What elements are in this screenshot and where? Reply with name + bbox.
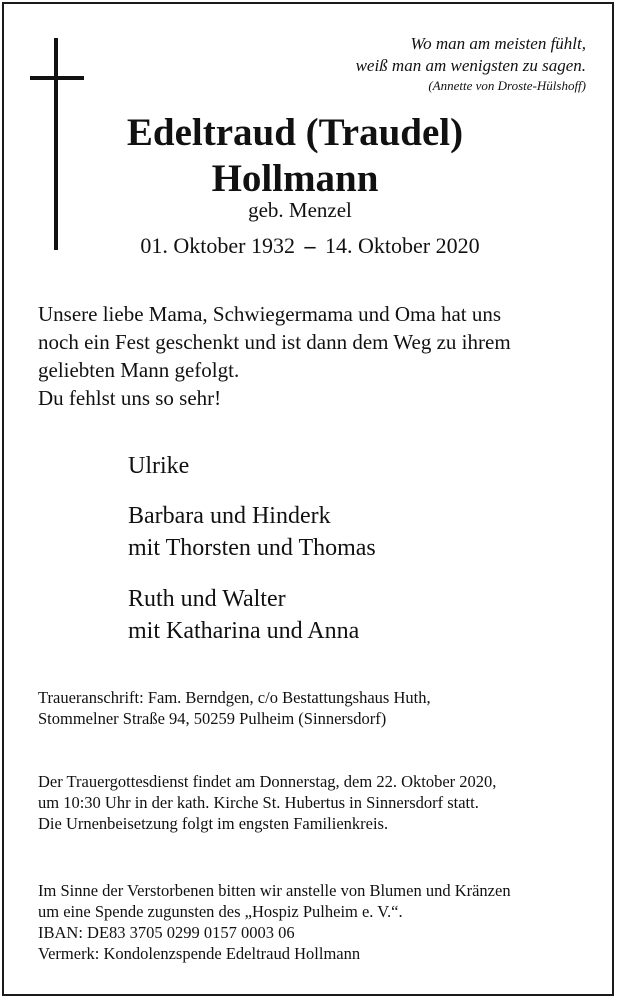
service-line: um 10:30 Uhr in der kath. Kirche St. Hubertus in Sinnersdorf statt. [38, 793, 479, 812]
family-line: mit Katharina und Anna [128, 618, 360, 644]
family-group-3 [128, 583, 548, 647]
donation-request [38, 880, 598, 964]
name-line: Edeltraud (Traudel) [126, 111, 464, 154]
iban-line: IBAN: DE83 3705 0299 0157 0003 06 [38, 923, 295, 942]
family-group-1 [128, 450, 548, 482]
deceased-name [80, 110, 510, 202]
message-line: noch ein Fest geschenkt und ist dann dem Weg zu ihrem [38, 330, 511, 354]
address-line: Traueranschrift: Fam. Berndgen, c/o Bestattungshaus Huth, [38, 688, 431, 707]
family-line: Ulrike [128, 453, 190, 479]
donation-line: Im Sinne der Verstorbenen bitten wir anstelle von Blumen und Kränzen [38, 881, 511, 900]
cross-horizontal-bar [30, 76, 84, 80]
name-line: Hollmann [211, 157, 379, 200]
birth-date: 01. Oktober 1932 [140, 233, 295, 258]
quote-line: weiß man am wenigsten zu sagen. [355, 56, 586, 75]
service-line: Die Urnenbeisetzung folgt im engsten Familienkreis. [38, 814, 389, 833]
family-line: Ruth und Walter [128, 586, 286, 612]
message-line: geliebten Mann gefolgt. [38, 358, 240, 382]
date-separator: – [304, 233, 316, 258]
mourning-address [38, 687, 598, 729]
reference-line: Vermerk: Kondolenzspende Edeltraud Hollmann [38, 944, 361, 963]
message-line: Du fehlst uns so sehr! [38, 386, 222, 410]
funeral-service-info [38, 771, 598, 834]
quote-author: (Annette von Droste-Hülshoff) [428, 78, 586, 93]
epigraph-quote [266, 33, 586, 95]
donation-line: um eine Spende zugunsten des „Hospiz Pulheim e. V.“. [38, 902, 403, 921]
family-line: mit Thorsten und Thomas [128, 535, 376, 561]
family-line: Barbara und Hinderk [128, 503, 331, 529]
memorial-message [38, 300, 598, 412]
cross-vertical-bar [54, 38, 58, 250]
death-date: 14. Oktober 2020 [325, 233, 480, 258]
birth-name: geb. Menzel [248, 198, 352, 222]
family-group-2 [128, 500, 548, 564]
address-line: Stommelner Straße 94, 50259 Pulheim (Sinnersdorf) [38, 709, 387, 728]
service-line: Der Trauergottesdienst findet am Donnerstag, dem 22. Oktober 2020, [38, 772, 497, 791]
message-line: Unsere liebe Mama, Schwiegermama und Oma hat uns [38, 302, 502, 326]
life-dates [80, 232, 540, 260]
quote-line: Wo man am meisten fühlt, [410, 34, 586, 53]
